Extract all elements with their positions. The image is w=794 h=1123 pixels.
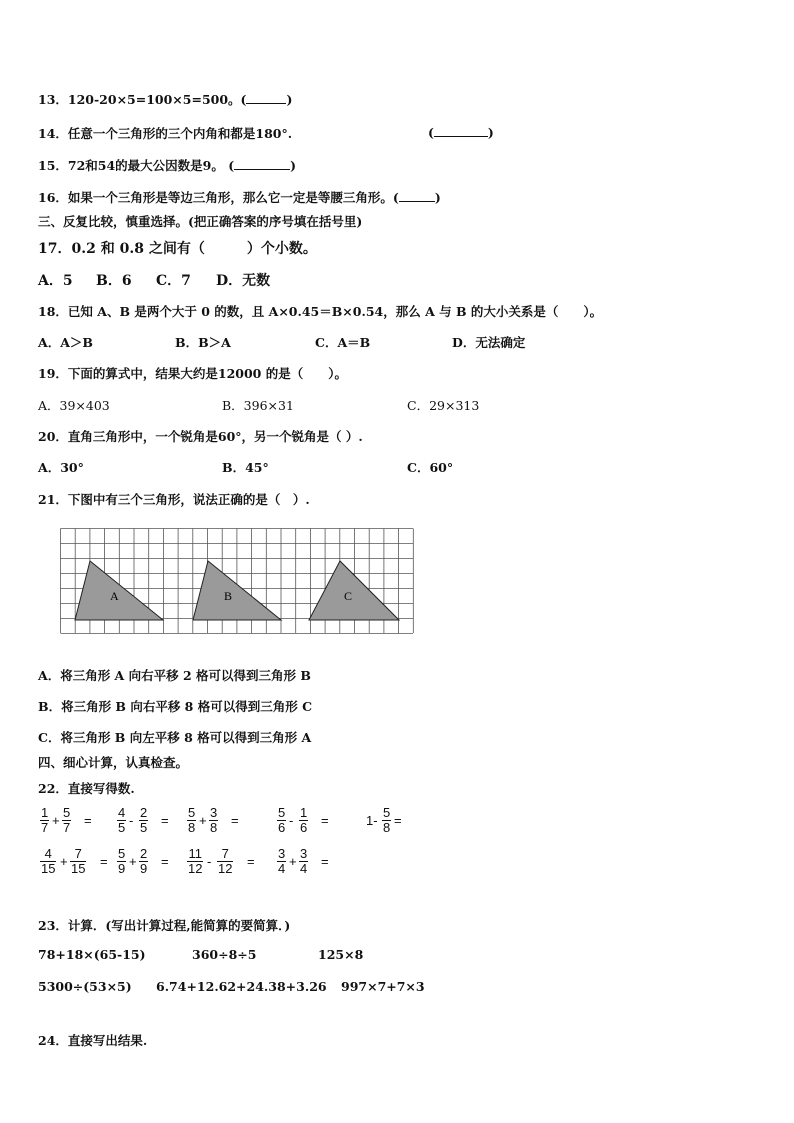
- denominator: 8: [210, 820, 218, 835]
- question-23: 23．计算．(写出计算过程,能简算的要简算．): [38, 918, 291, 933]
- option-a[interactable]: A．5: [38, 273, 73, 289]
- answer-blank[interactable]: [234, 157, 290, 170]
- fraction: [62, 806, 71, 835]
- denominator: 5: [140, 820, 148, 835]
- paren-close: ): [286, 92, 293, 107]
- option-b[interactable]: B．45°: [222, 460, 269, 475]
- fraction: [382, 806, 391, 835]
- option-b[interactable]: B．396×31: [222, 398, 294, 413]
- expression: 5300÷(53×5): [38, 979, 132, 994]
- fraction: [117, 806, 126, 835]
- expression: 6.74+12.62+24.38+3.26: [156, 979, 327, 994]
- fraction: [209, 806, 218, 835]
- fraction: [277, 806, 286, 835]
- option-c[interactable]: C．A＝B: [315, 335, 371, 350]
- numerator: 5: [63, 805, 71, 820]
- question-15-text: 15．72和54的最大公因数是9。 (: [38, 158, 235, 173]
- triangle-b-label: B: [224, 589, 233, 603]
- numerator: 5: [383, 805, 391, 820]
- answer-blank[interactable]: [246, 91, 286, 104]
- expression: 997×7+7×3: [341, 979, 425, 994]
- fraction: [277, 847, 286, 876]
- equals-sign: =: [161, 854, 169, 869]
- triangle-a-label: A: [110, 589, 119, 603]
- fraction: [217, 847, 233, 876]
- paren-open: (: [428, 125, 434, 140]
- fraction: [40, 806, 49, 835]
- section-4-heading: 四、细心计算，认真检查。: [38, 755, 189, 770]
- numerator: 1: [300, 805, 308, 820]
- denominator: 9: [118, 861, 126, 876]
- denominator: 9: [140, 861, 148, 876]
- equals-sign: =: [321, 813, 329, 828]
- question-14-text: 14．任意一个三角形的三个内角和都是180°.: [38, 126, 293, 141]
- fraction: [40, 847, 56, 876]
- answer-blank[interactable]: [399, 189, 435, 202]
- denominator: 6: [300, 820, 308, 835]
- equals-sign: =: [161, 813, 169, 828]
- equals-sign: =: [84, 813, 92, 828]
- question-17: 17．0.2 和 0.8 之间有（ ）个小数。: [38, 241, 317, 257]
- fraction: [299, 806, 308, 835]
- numerator: 5: [118, 846, 126, 861]
- question-21-option-b[interactable]: B．将三角形 B 向右平移 8 格可以得到三角形 C: [38, 699, 313, 714]
- expression: 125×8: [318, 947, 364, 962]
- numerator: 3: [278, 846, 286, 861]
- fraction: [139, 806, 148, 835]
- paren-close: ): [434, 190, 441, 205]
- question-16: [38, 188, 441, 206]
- operator: +: [60, 854, 68, 869]
- question-14-answer: [428, 124, 494, 140]
- option-c[interactable]: C．7: [156, 273, 191, 289]
- numerator: 11: [188, 846, 202, 861]
- question-21-option-a[interactable]: A．将三角形 A 向右平移 2 格可以得到三角形 B: [38, 668, 311, 683]
- denominator: 8: [188, 820, 196, 835]
- numerator: 7: [74, 846, 82, 861]
- section-3-heading: 三、反复比较，慎重选择。(把正确答案的序号填在括号里): [38, 214, 363, 229]
- operator: -: [207, 854, 212, 869]
- operator: +: [289, 854, 297, 869]
- denominator: 12: [218, 861, 233, 876]
- question-24: 24．直接写出结果.: [38, 1033, 148, 1048]
- option-b[interactable]: B．6: [96, 273, 132, 289]
- question-14: [38, 124, 292, 142]
- triangle-c: [309, 561, 399, 620]
- denominator: 7: [41, 820, 49, 835]
- operator: +: [199, 813, 207, 828]
- expression: 78+18×(65-15): [38, 947, 146, 962]
- numerator: 5: [278, 805, 286, 820]
- question-16-text: 16．如果一个三角形是等边三角形，那么它一定是等腰三角形。(: [38, 190, 399, 205]
- numerator: 3: [210, 805, 218, 820]
- numerator: 5: [188, 805, 196, 820]
- equals-sign: =: [100, 854, 108, 869]
- option-a[interactable]: A．A＞B: [38, 335, 93, 350]
- question-22: 22．直接写得数.: [38, 781, 135, 796]
- equals-sign: =: [394, 813, 402, 828]
- question-15: [38, 156, 296, 174]
- option-d[interactable]: D．无法确定: [452, 335, 526, 350]
- question-19: 19．下面的算式中，结果大约是12000 的是（ ）。: [38, 366, 347, 381]
- denominator: 15: [41, 861, 56, 876]
- denominator: 5: [118, 820, 126, 835]
- denominator: 4: [300, 861, 308, 876]
- fraction: [139, 847, 148, 876]
- operator: +: [52, 813, 60, 828]
- fraction: [187, 806, 196, 835]
- paren-close: ): [290, 158, 297, 173]
- denominator: 6: [278, 820, 286, 835]
- question-21-option-c[interactable]: C．将三角形 B 向左平移 8 格可以得到三角形 A: [38, 730, 312, 745]
- leading-term: 1-: [366, 813, 378, 828]
- equals-sign: =: [321, 854, 329, 869]
- fraction: [70, 847, 86, 876]
- fraction: [299, 847, 308, 876]
- answer-blank[interactable]: [434, 124, 488, 137]
- grid-figure: [60, 528, 414, 634]
- numerator: 3: [300, 846, 308, 861]
- operator: +: [129, 854, 137, 869]
- operator: -: [129, 813, 134, 828]
- numerator: 4: [118, 805, 126, 820]
- question-13: [38, 90, 292, 108]
- equals-sign: =: [231, 813, 239, 828]
- expression: 360÷8÷5: [192, 947, 257, 962]
- triangle-c-label: C: [344, 589, 353, 603]
- operator: -: [289, 813, 294, 828]
- question-13-text: 13．120-20×5=100×5=500。(: [38, 92, 247, 107]
- numerator: 1: [41, 805, 49, 820]
- denominator: 15: [71, 861, 86, 876]
- numerator: 4: [44, 846, 52, 861]
- question-20: 20．直角三角形中，一个锐角是60°，另一个锐角是（ ）.: [38, 429, 363, 444]
- equals-sign: =: [247, 854, 255, 869]
- option-c[interactable]: C．29×313: [407, 398, 480, 413]
- fraction: [117, 847, 126, 876]
- denominator: 12: [188, 861, 203, 876]
- question-18: 18．已知 A、B 是两个大于 0 的数，且 A×0.45＝B×0.54，那么 A 与 B 的大小关系是（ ）。: [38, 304, 603, 319]
- option-d[interactable]: D．无数: [216, 273, 271, 289]
- denominator: 4: [278, 861, 286, 876]
- denominator: 7: [63, 820, 71, 835]
- question-21: 21．下图中有三个三角形，说法正确的是（ ）.: [38, 492, 310, 507]
- paren-close: ): [487, 125, 494, 140]
- numerator: 2: [140, 846, 148, 861]
- fraction: [187, 847, 203, 876]
- numerator: 7: [221, 846, 229, 861]
- denominator: 8: [383, 820, 391, 835]
- option-c[interactable]: C．60°: [407, 460, 454, 475]
- option-a[interactable]: A．30°: [38, 460, 84, 475]
- option-a[interactable]: A．39×403: [38, 398, 110, 413]
- numerator: 2: [140, 805, 148, 820]
- option-b[interactable]: B．B＞A: [175, 335, 231, 350]
